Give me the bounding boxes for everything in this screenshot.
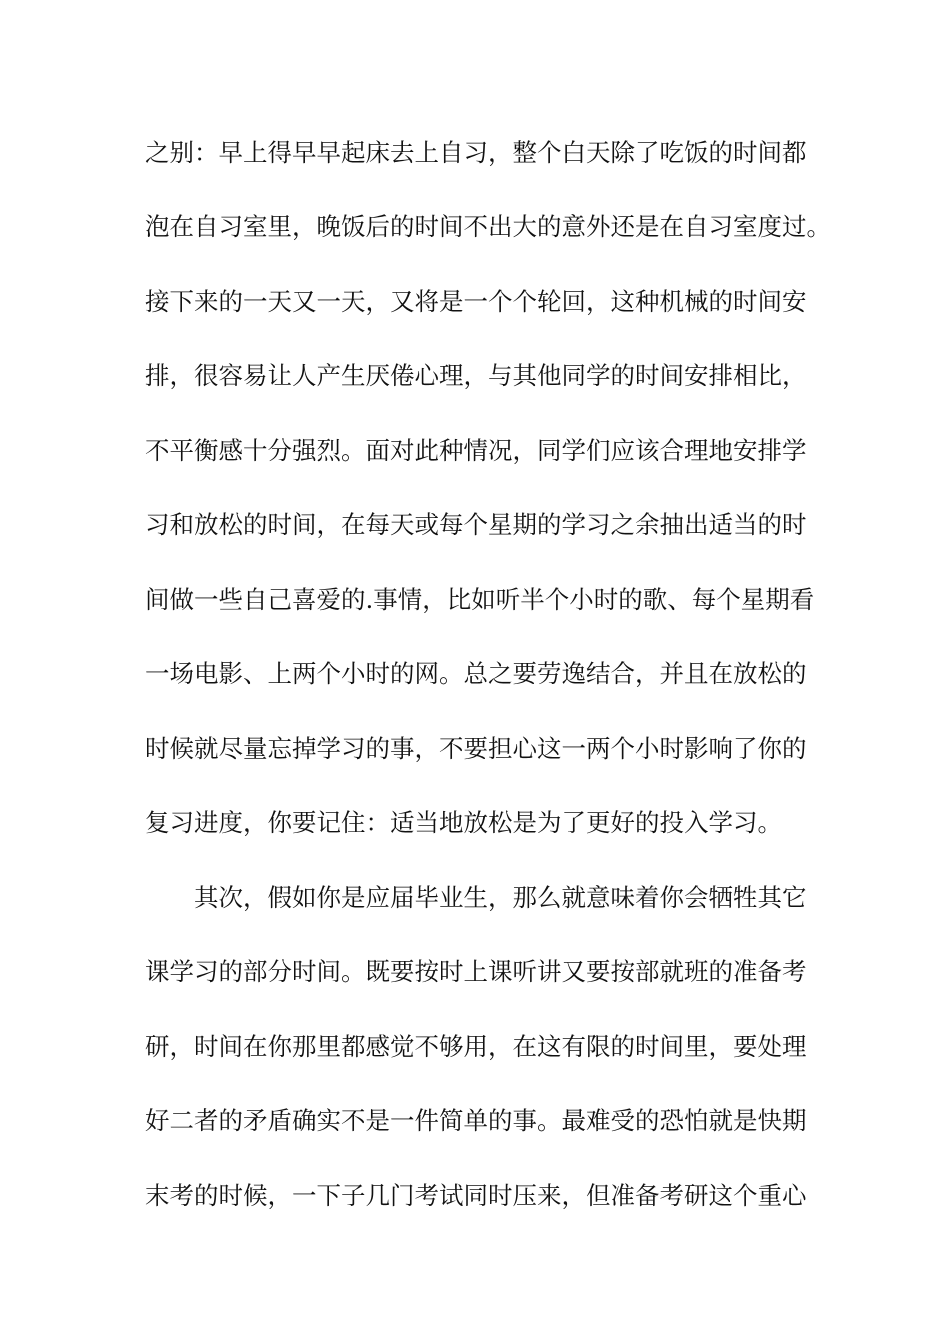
text-line: 接下来的一天又一天，又将是一个个轮回，这种机械的时间安: [145, 287, 807, 316]
text-line: 泡在自习室里，晚饭后的时间不出大的意外还是在自习室度过。: [145, 212, 831, 241]
text-line: 末考的时候，一下子几门考试同时压来，但准备考研这个重心: [145, 1181, 807, 1210]
text-line: 排，很容易让人产生厌倦心理，与其他同学的时间安排相比，: [145, 361, 807, 390]
text-line: 不平衡感十分强烈。面对此种情况，同学们应该合理地安排学: [145, 436, 807, 465]
text-line: 复习进度，你要记住：适当地放松是为了更好的投入学习。: [145, 808, 782, 837]
text-line: 课学习的部分时间。既要按时上课听讲又要按部就班的准备考: [145, 957, 807, 986]
text-line: 研，时间在你那里都感觉不够用，在这有限的时间里，要处理: [145, 1032, 807, 1061]
text-line: 一场电影、上两个小时的网。总之要劳逸结合，并且在放松的: [145, 659, 807, 688]
text-line: 其次，假如你是应届毕业生，那么就意味着你会牺牲其它: [145, 883, 807, 912]
text-line: 好二者的矛盾确实不是一件简单的事。最难受的恐怕就是快期: [145, 1106, 807, 1135]
text-line: 间做一些自己喜爱的.事情，比如听半个小时的歌、每个星期看: [145, 585, 815, 614]
text-line: 习和放松的时间，在每天或每个星期的学习之余抽出适当的时: [145, 510, 807, 539]
text-line: 时候就尽量忘掉学习的事，不要担心这一两个小时影响了你的: [145, 734, 807, 763]
text-line: 之别：早上得早早起床去上自习，整个白天除了吃饭的时间都: [145, 138, 807, 167]
